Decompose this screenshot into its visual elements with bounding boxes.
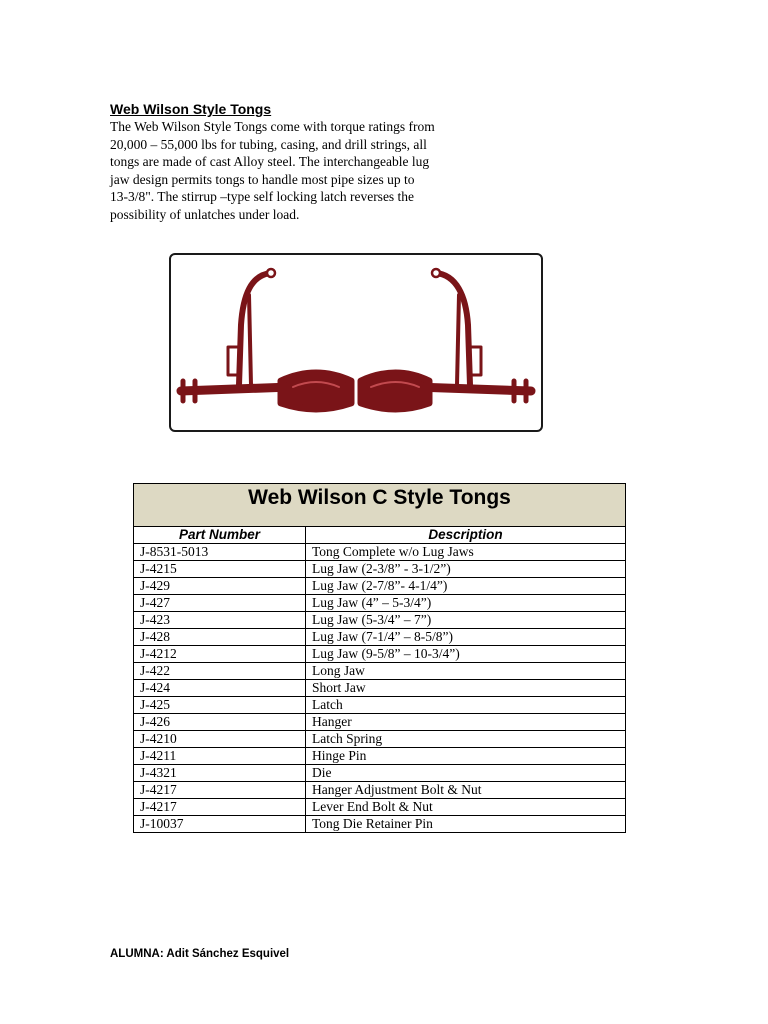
intro-line: jaw design permits tongs to handle most pipe sizes up to [110, 171, 415, 187]
part-number-cell: J-4212 [134, 646, 306, 663]
part-number-cell: J-427 [134, 595, 306, 612]
table-row [134, 697, 626, 714]
part-number-cell: J-4217 [134, 799, 306, 816]
table-row [134, 765, 626, 782]
description-cell: Lever End Bolt & Nut [306, 799, 626, 816]
tongs-photo [169, 253, 543, 432]
part-number-cell: J-4217 [134, 782, 306, 799]
table-row [134, 595, 626, 612]
section-heading: Web Wilson Style Tongs [110, 101, 272, 117]
intro-line: The Web Wilson Style Tongs come with torque ratings from [110, 119, 435, 134]
part-number-cell: J-4215 [134, 561, 306, 578]
table-row [134, 680, 626, 697]
table-row [134, 646, 626, 663]
part-number-cell: J-422 [134, 663, 306, 680]
header-description: Description [306, 527, 626, 544]
description-cell: Long Jaw [306, 663, 626, 680]
table-row [134, 578, 626, 595]
intro-line: possibility of unlatches under load. [110, 206, 300, 222]
table-row [134, 629, 626, 646]
table-row [134, 782, 626, 799]
part-number-cell: J-429 [134, 578, 306, 595]
student-name-footer: ALUMNA: Adit Sánchez Esquivel [110, 948, 290, 960]
table-row [134, 731, 626, 748]
header-part-number: Part Number [134, 527, 306, 544]
table-row [134, 816, 626, 833]
description-cell: Tong Die Retainer Pin [306, 816, 626, 833]
description-cell: Tong Complete w/o Lug Jaws [306, 544, 626, 561]
part-number-cell: J-10037 [134, 816, 306, 833]
description-cell: Lug Jaw (7-1/4” – 8-5/8”) [306, 629, 626, 646]
intro-line: tongs are made of cast Alloy steel. The interchangeable lug [110, 154, 430, 170]
table-row [134, 714, 626, 731]
description-cell: Lug Jaw (4” – 5-3/4”) [306, 595, 626, 612]
description-cell: Latch [306, 697, 626, 714]
part-number-cell: J-4210 [134, 731, 306, 748]
intro-line: 20,000 – 55,000 lbs for tubing, casing, and drill strings, all [110, 136, 427, 152]
part-number-cell: J-8531-5013 [134, 544, 306, 561]
part-number-cell: J-4211 [134, 748, 306, 765]
intro-line: 13-3/8". The stirrup –type self locking latch reverses the [110, 189, 415, 205]
description-cell: Hinge Pin [306, 748, 626, 765]
description-cell: Hanger Adjustment Bolt & Nut [306, 782, 626, 799]
intro-paragraph [110, 118, 470, 224]
part-number-cell: J-4321 [134, 765, 306, 782]
table-row [134, 561, 626, 578]
table-row [134, 544, 626, 561]
tongs-product-image [171, 255, 541, 430]
description-cell: Lug Jaw (2-7/8”- 4-1/4”) [306, 578, 626, 595]
table-row [134, 799, 626, 816]
part-number-cell: J-424 [134, 680, 306, 697]
description-cell: Latch Spring [306, 731, 626, 748]
table-title: Web Wilson C Style Tongs [134, 484, 626, 527]
description-cell: Lug Jaw (5-3/4” – 7”) [306, 612, 626, 629]
part-number-cell: J-423 [134, 612, 306, 629]
description-cell: Short Jaw [306, 680, 626, 697]
part-number-cell: J-426 [134, 714, 306, 731]
description-cell: Die [306, 765, 626, 782]
table-row [134, 612, 626, 629]
description-cell: Hanger [306, 714, 626, 731]
description-cell: Lug Jaw (9-5/8” – 10-3/4”) [306, 646, 626, 663]
parts-table [133, 483, 626, 833]
table-row [134, 663, 626, 680]
part-number-cell: J-428 [134, 629, 306, 646]
table-row [134, 748, 626, 765]
description-cell: Lug Jaw (2-3/8” - 3-1/2”) [306, 561, 626, 578]
part-number-cell: J-425 [134, 697, 306, 714]
